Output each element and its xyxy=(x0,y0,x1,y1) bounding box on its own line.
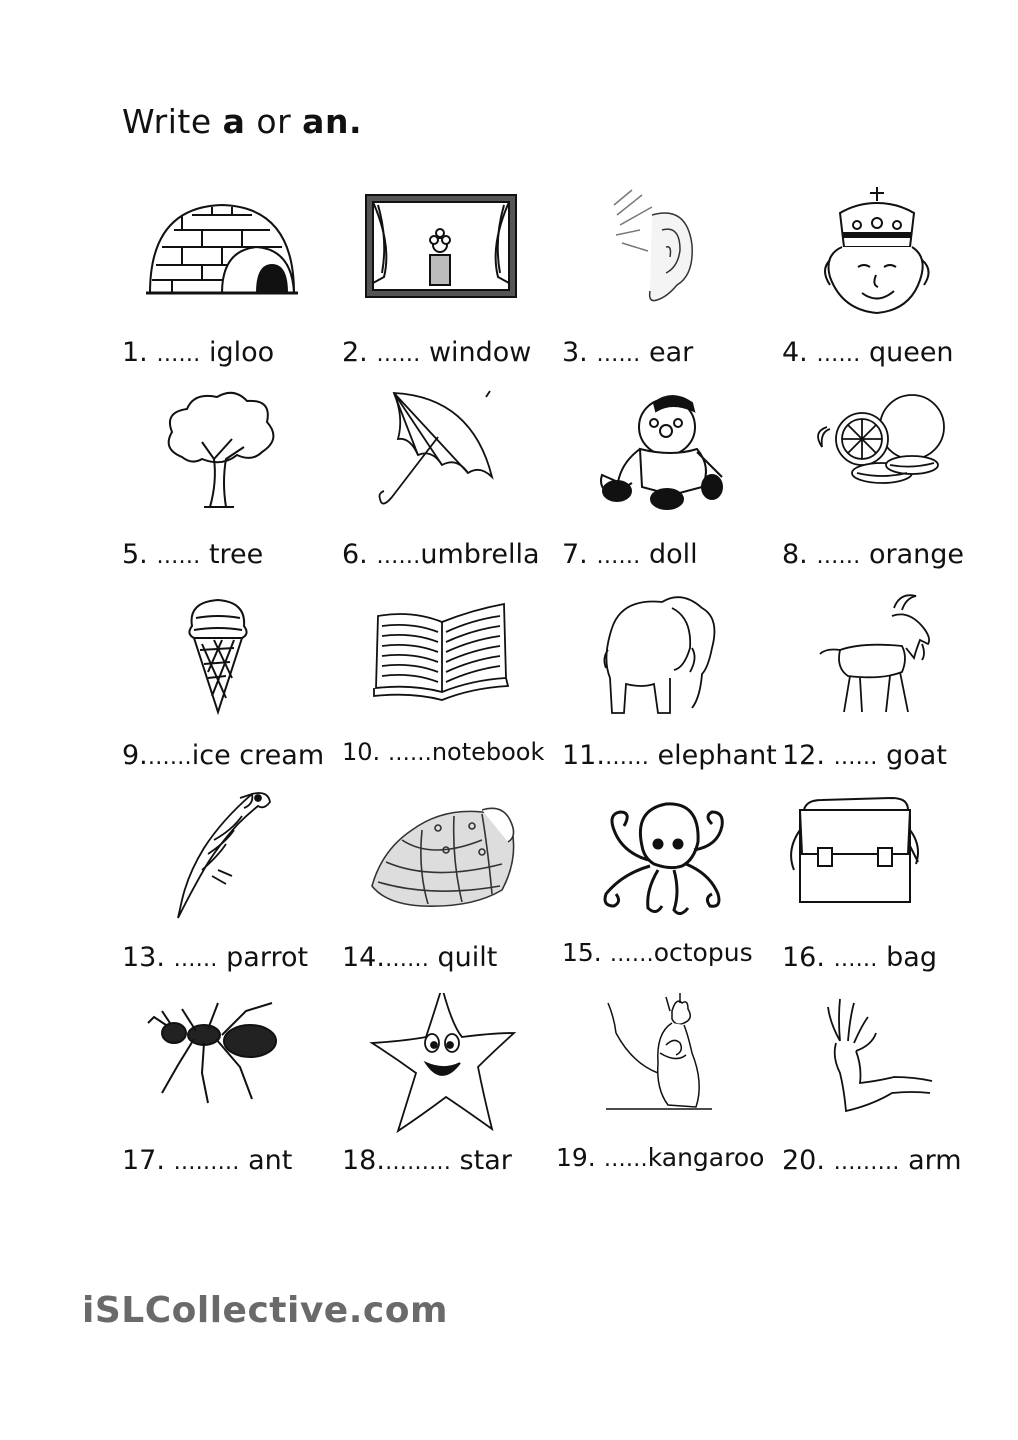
item-caption xyxy=(122,539,263,570)
item-word: elephant xyxy=(657,740,777,771)
item-number: 18. xyxy=(342,1145,385,1176)
watermark-footer: iSLCollective.com xyxy=(82,1290,448,1331)
item-number: 7. xyxy=(562,539,588,570)
answer-blank: ……… xyxy=(173,1150,240,1175)
kangaroo-icon xyxy=(556,993,776,1143)
item-cell xyxy=(122,993,342,1193)
title-end: . xyxy=(348,102,362,141)
goat-icon xyxy=(782,588,1002,738)
answer-blank: …… xyxy=(147,745,192,770)
octopus-icon xyxy=(562,790,782,940)
item-word: ant xyxy=(248,1145,293,1176)
answer-blank: ……… xyxy=(833,1150,900,1175)
item-word: star xyxy=(459,1145,512,1176)
orange-icon xyxy=(782,387,1002,537)
parrot-icon xyxy=(122,790,342,940)
tree-icon xyxy=(122,387,342,537)
worksheet-title xyxy=(122,102,362,141)
item-caption xyxy=(782,337,954,368)
item-cell xyxy=(342,993,562,1193)
item-cell xyxy=(342,185,562,385)
item-word: bag xyxy=(886,942,937,973)
item-number: 17. xyxy=(122,1145,165,1176)
answer-blank: …… xyxy=(604,745,649,770)
item-word: parrot xyxy=(226,942,309,973)
item-cell xyxy=(782,588,1002,788)
window-icon xyxy=(342,185,562,335)
answer-blank: …… xyxy=(603,1147,648,1172)
item-number: 1. xyxy=(122,337,148,368)
item-number: 3. xyxy=(562,337,588,368)
item-caption xyxy=(342,738,544,766)
ant-icon xyxy=(122,993,342,1143)
item-cell xyxy=(122,185,342,385)
item-number: 20. xyxy=(782,1145,825,1176)
queen-icon xyxy=(782,185,1002,335)
item-word: ear xyxy=(648,337,694,368)
item-number: 14. xyxy=(342,942,385,973)
answer-blank: …… xyxy=(833,947,878,972)
item-word: orange xyxy=(868,539,964,570)
item-number: 19. xyxy=(556,1143,596,1172)
item-number: 13. xyxy=(122,942,165,973)
item-word: octopus xyxy=(653,938,753,967)
answer-blank: …… xyxy=(376,544,421,569)
answer-blank: …… xyxy=(816,342,861,367)
item-number: 16. xyxy=(782,942,825,973)
answer-blank: …… xyxy=(816,544,861,569)
item-word: kangaroo xyxy=(647,1143,765,1172)
item-number: 2. xyxy=(342,337,368,368)
item-word: doll xyxy=(648,539,698,570)
item-cell xyxy=(342,790,562,990)
item-number: 4. xyxy=(782,337,808,368)
item-cell xyxy=(782,790,1002,990)
arm-icon xyxy=(782,993,1002,1143)
item-cell xyxy=(556,993,776,1193)
item-number: 9. xyxy=(122,740,148,771)
item-word: igloo xyxy=(208,337,275,368)
item-word: goat xyxy=(886,740,947,771)
item-cell xyxy=(782,185,1002,385)
item-word: tree xyxy=(208,539,264,570)
item-caption xyxy=(782,539,964,570)
item-number: 5. xyxy=(122,539,148,570)
igloo-icon xyxy=(122,185,342,335)
notebook-icon xyxy=(342,588,562,738)
item-caption xyxy=(562,539,698,570)
item-caption xyxy=(342,337,531,368)
title-a: a xyxy=(222,102,246,141)
item-caption xyxy=(342,1145,512,1176)
item-cell xyxy=(562,185,782,385)
item-word: ice cream xyxy=(191,740,325,771)
item-number: 10. xyxy=(342,738,381,766)
answer-blank: …… xyxy=(387,741,432,766)
item-word: quilt xyxy=(437,942,498,973)
item-caption xyxy=(782,942,937,973)
item-number: 8. xyxy=(782,539,808,570)
item-cell xyxy=(122,387,342,587)
title-prefix: Write xyxy=(122,102,212,141)
item-number: 15. xyxy=(562,938,602,967)
item-word: queen xyxy=(868,337,954,368)
item-caption xyxy=(562,740,777,771)
star-icon xyxy=(342,993,562,1143)
answer-blank: …… xyxy=(156,342,201,367)
umbrella-icon xyxy=(342,387,562,537)
item-cell xyxy=(562,588,782,788)
item-caption xyxy=(122,740,324,771)
item-word: arm xyxy=(908,1145,962,1176)
item-caption xyxy=(556,1143,764,1172)
title-or: or xyxy=(256,102,292,141)
ear-icon xyxy=(562,185,782,335)
item-word: umbrella xyxy=(420,539,540,570)
item-cell xyxy=(122,790,342,990)
item-caption xyxy=(562,337,693,368)
item-caption xyxy=(122,942,308,973)
answer-blank: …… xyxy=(384,947,429,972)
item-word: notebook xyxy=(431,738,545,766)
item-cell xyxy=(782,387,1002,587)
answer-blank: …… xyxy=(833,745,878,770)
item-caption xyxy=(782,1145,962,1176)
item-number: 6. xyxy=(342,539,368,570)
title-an: an xyxy=(302,102,349,141)
item-word: window xyxy=(428,337,532,368)
item-caption xyxy=(342,539,540,570)
answer-blank: …… xyxy=(596,544,641,569)
item-caption xyxy=(122,1145,292,1176)
item-caption xyxy=(562,938,753,967)
ice-cream-icon xyxy=(122,588,342,738)
item-cell xyxy=(342,387,562,587)
elephant-icon xyxy=(562,588,782,738)
answer-blank: …… xyxy=(173,947,218,972)
doll-icon xyxy=(562,387,782,537)
item-cell xyxy=(782,993,1002,1193)
bag-icon xyxy=(782,790,1002,940)
item-cell xyxy=(342,588,562,788)
answer-blank: …… xyxy=(596,342,641,367)
item-cell xyxy=(562,387,782,587)
item-number: 11. xyxy=(562,740,605,771)
answer-blank: …… xyxy=(156,544,201,569)
answer-blank: …… xyxy=(609,942,654,967)
item-caption xyxy=(782,740,947,771)
quilt-icon xyxy=(342,790,562,940)
item-caption xyxy=(122,337,274,368)
item-cell xyxy=(562,790,782,990)
answer-blank: …… xyxy=(376,342,421,367)
item-caption xyxy=(342,942,497,973)
item-cell xyxy=(122,588,342,788)
item-number: 12. xyxy=(782,740,825,771)
answer-blank: ……… xyxy=(384,1150,451,1175)
